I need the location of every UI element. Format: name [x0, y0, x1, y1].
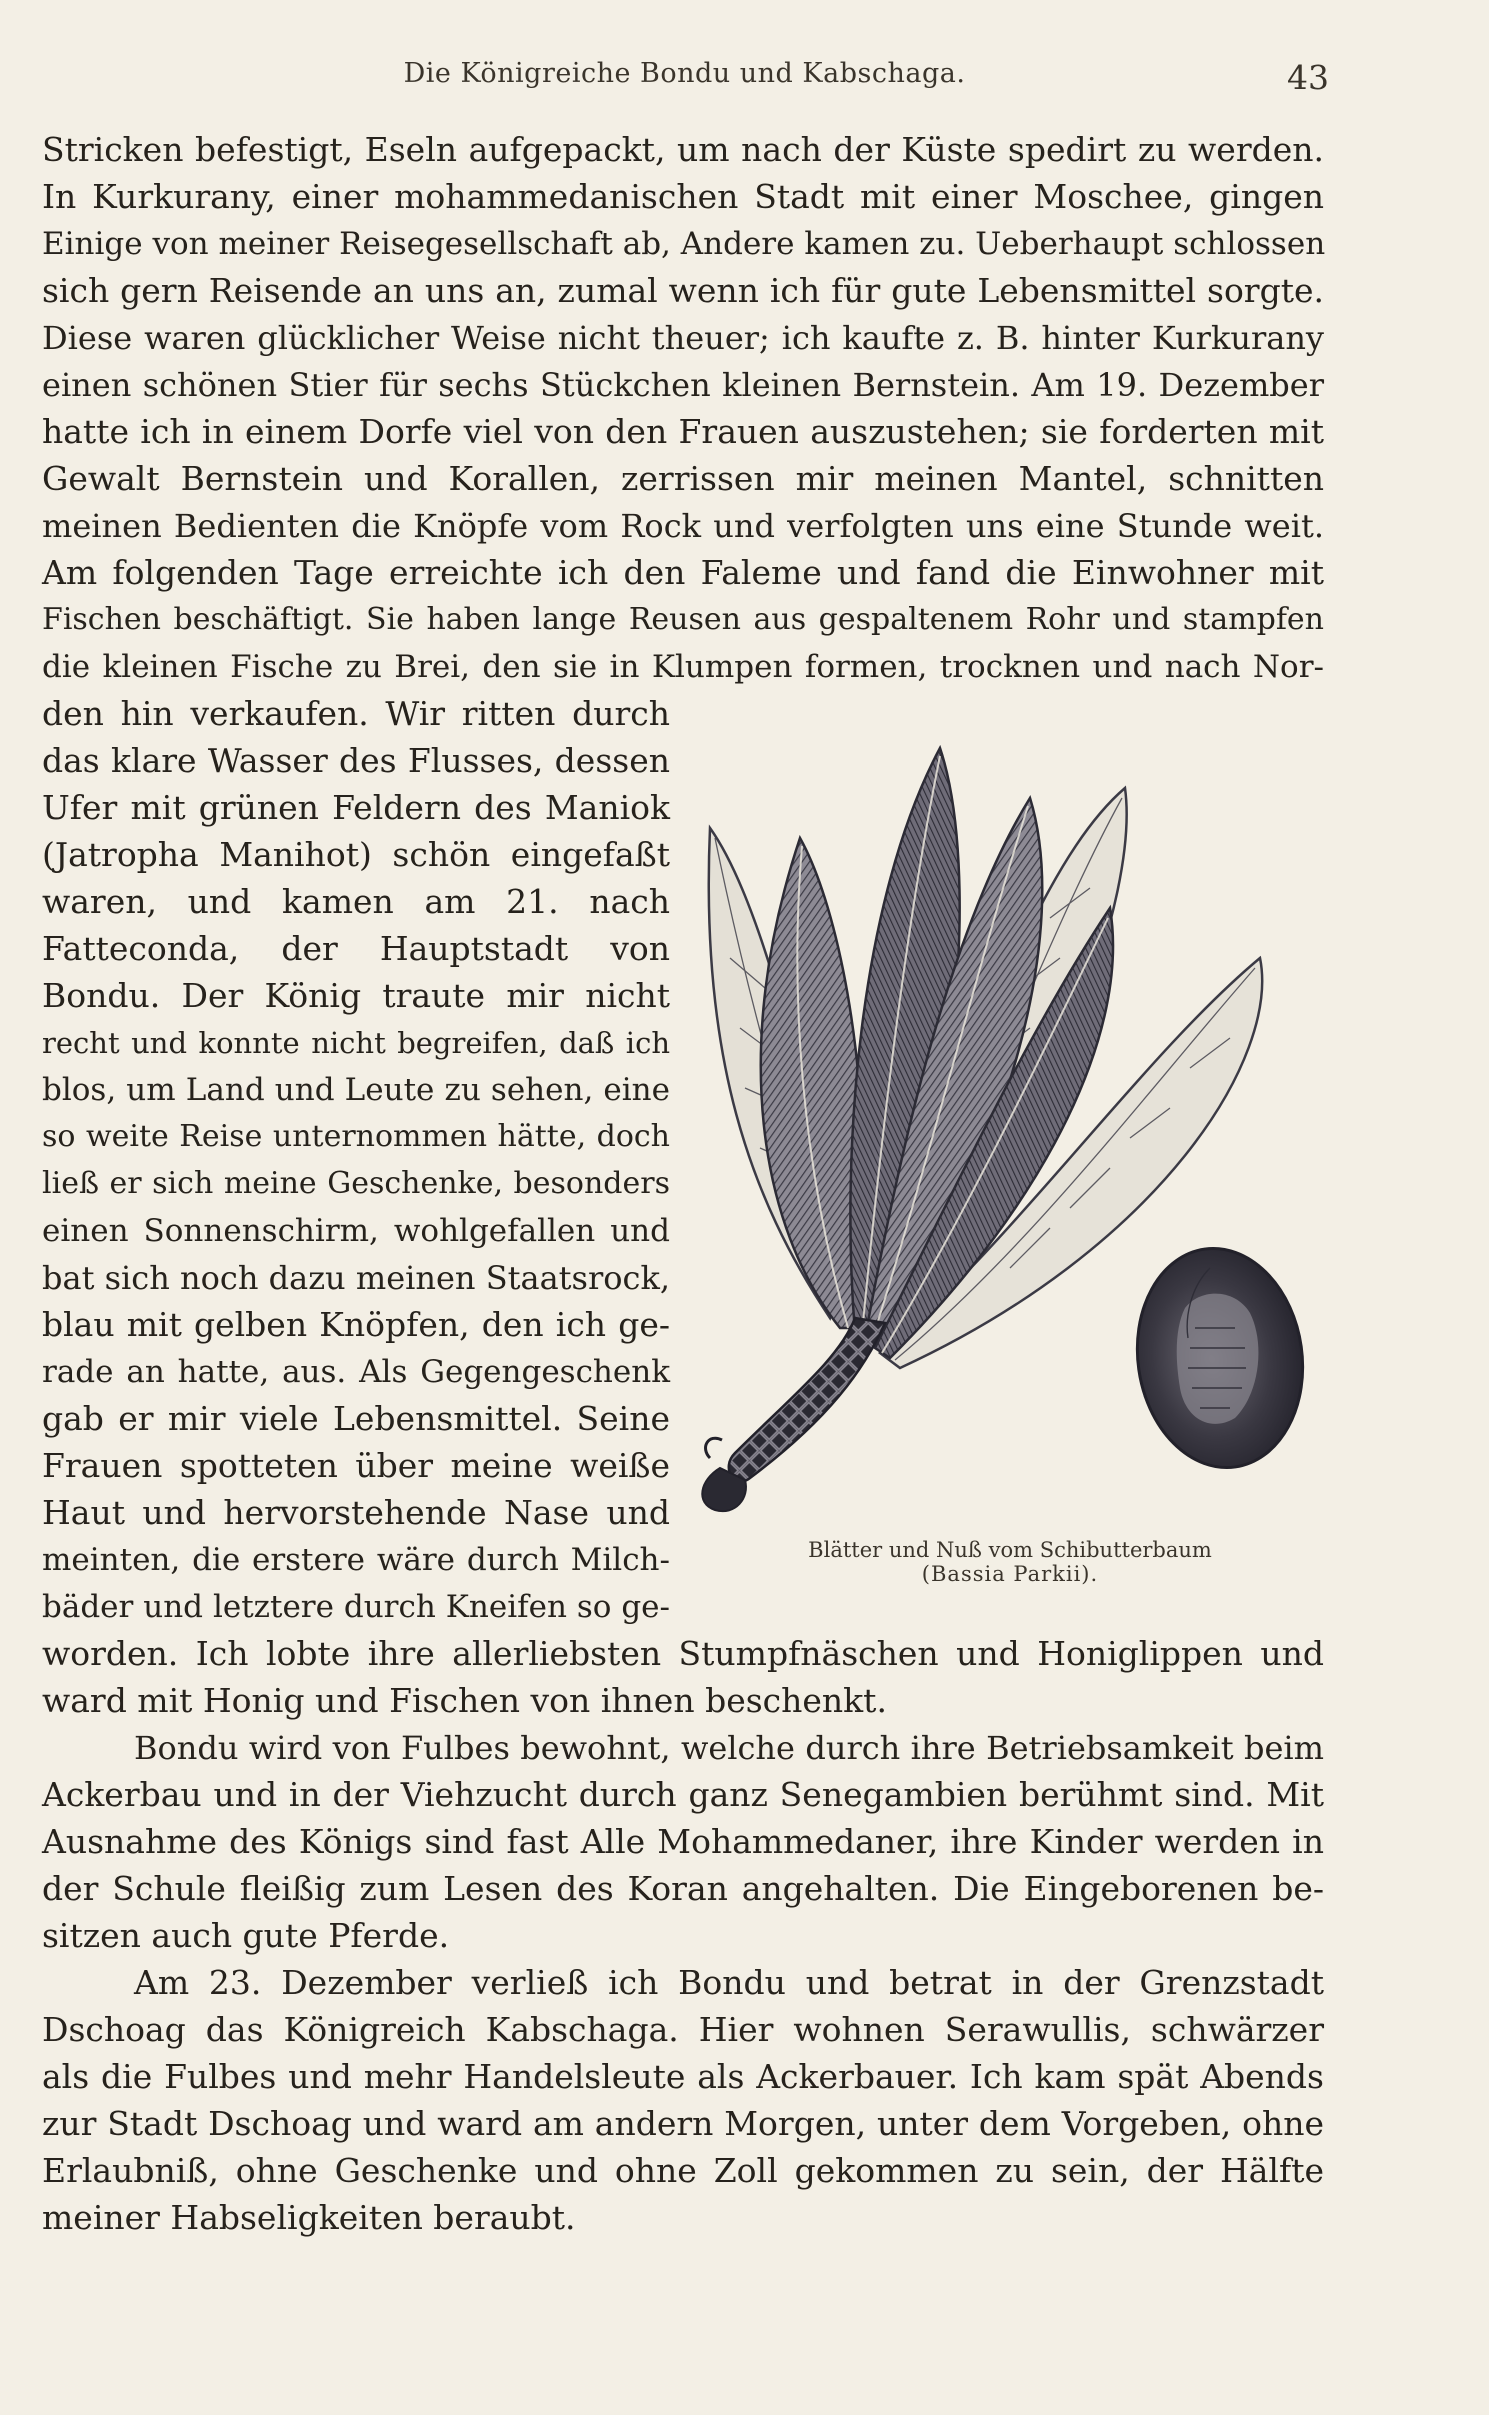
- text-line: den hin verkaufen. Wir ritten durch: [42, 694, 670, 733]
- text-line: die kleinen Fische zu Brei, den sie in Klumpen formen, trocknen und nach Nor-: [42, 649, 1324, 685]
- text-line: Einige von meiner Reisegesellschaft ab, Andere kamen zu. Ueberhaupt schlossen: [42, 226, 1326, 262]
- text-line: sich gern Reisende an uns an, zumal wenn ich für gute Lebensmittel sorgte.: [42, 271, 1324, 310]
- text-line: einen Sonnenschirm, wohlgefallen und: [42, 1213, 670, 1249]
- text-line: Fatteconda, der Hauptstadt von: [42, 929, 670, 968]
- text-line: Dschoag das Königreich Kabschaga. Hier wohnen Serawullis, schwärzer: [42, 2010, 1324, 2049]
- page-number: 43: [1287, 58, 1329, 97]
- text-line: Frauen spotteten über meine weiße: [42, 1446, 670, 1485]
- text-line: Diese waren glücklicher Weise nicht theuer; ich kaufte z. B. hinter Kurkurany: [42, 319, 1324, 357]
- text-line: einen schönen Stier für sechs Stückchen kleinen Bernstein. Am 19. Dezember: [42, 366, 1324, 404]
- text-line: meinten, die erstere wäre durch Milch-: [42, 1542, 670, 1578]
- text-line: sitzen auch gute Pferde.: [42, 1916, 450, 1955]
- text-line: (Jatropha Manihot) schön eingefaßt: [42, 835, 670, 874]
- text-line: meiner Habseligkeiten beraubt.: [42, 2198, 576, 2237]
- text-line: Haut und hervorstehende Nase und: [42, 1493, 670, 1532]
- text-line: Stricken befestigt, Eseln aufgepackt, um nach der Küste spedirt zu werden.: [42, 130, 1324, 169]
- illustration-shea-leaves: [690, 728, 1330, 1524]
- text-line: hatte ich in einem Dorfe viel von den Frauen auszustehen; sie forderten mit: [42, 412, 1324, 451]
- text-line: Am folgenden Tage erreichte ich den Faleme und fand die Einwohner mit: [42, 553, 1324, 592]
- text-line: Fischen beschäftigt. Sie haben lange Reusen aus gespaltenem Rohr und stampfen: [42, 602, 1324, 637]
- text-line: blau mit gelben Knöpfen, den ich ge-: [42, 1305, 670, 1344]
- text-line: Bondu. Der König traute mir nicht: [42, 976, 670, 1015]
- text-line: Ufer mit grünen Feldern des Maniok: [42, 788, 670, 827]
- text-line: Bondu wird von Fulbes bewohnt, welche durch ihre Betriebsamkeit beim: [134, 1729, 1324, 1767]
- text-line: blos, um Land und Leute zu sehen, eine: [42, 1072, 670, 1108]
- text-line: waren, und kamen am 21. nach: [42, 882, 670, 921]
- text-line: als die Fulbes und mehr Handelsleute als Ackerbauer. Ich kam spät Abends: [42, 2057, 1324, 2096]
- text-line: ward mit Honig und Fischen von ihnen beschenkt.: [42, 1681, 887, 1720]
- text-line: der Schule fleißig zum Lesen des Koran angehalten. Die Eingeborenen be-: [42, 1869, 1324, 1908]
- running-header: Die Königreiche Bondu und Kabschaga.: [403, 58, 966, 89]
- text-line: meinen Bedienten die Knöpfe vom Rock und verfolgten uns eine Stunde weit.: [42, 507, 1324, 545]
- caption-title: Blätter und Nuß vom Schibutterbaum: [808, 1538, 1212, 1562]
- text-line: das klare Wasser des Flusses, dessen: [42, 741, 670, 780]
- leaf-engraving-icon: [690, 728, 1330, 1524]
- figure-caption: [690, 1538, 1330, 1586]
- caption-latin-name: (Bassia Parkii).: [921, 1562, 1099, 1586]
- text-line: Ackerbau und in der Viehzucht durch ganz Senegambien berühmt sind. Mit: [42, 1775, 1324, 1814]
- text-line: recht und konnte nicht begreifen, daß ich: [42, 1026, 670, 1060]
- text-line: gab er mir viele Lebensmittel. Seine: [42, 1399, 670, 1438]
- text-line: Am 23. Dezember verließ ich Bondu und betrat in der Grenzstadt: [134, 1963, 1324, 2002]
- text-line: rade an hatte, aus. Als Gegengeschenk: [42, 1354, 670, 1390]
- text-line: In Kurkurany, einer mohammedanischen Stadt mit einer Moschee, gingen: [42, 177, 1324, 216]
- text-line: Gewalt Bernstein und Korallen, zerrissen mir meinen Mantel, schnitten: [42, 459, 1324, 498]
- text-line: zur Stadt Dschoag und ward am andern Morgen, unter dem Vorgeben, ohne: [42, 2104, 1324, 2143]
- text-line: ließ er sich meine Geschenke, besonders: [42, 1166, 670, 1201]
- text-line: Erlaubniß, ohne Geschenke und ohne Zoll gekommen zu sein, der Hälfte: [42, 2151, 1324, 2190]
- text-line: Ausnahme des Königs sind fast Alle Mohammedaner, ihre Kinder werden in: [42, 1822, 1324, 1861]
- text-line: so weite Reise unternommen hätte, doch: [42, 1119, 670, 1154]
- text-line: worden. Ich lobte ihre allerliebsten Stumpfnäschen und Honiglippen und: [42, 1634, 1324, 1673]
- text-line: bat sich noch dazu meinen Staatsrock,: [42, 1259, 670, 1297]
- text-line: bäder und letztere durch Kneifen so ge-: [42, 1589, 670, 1625]
